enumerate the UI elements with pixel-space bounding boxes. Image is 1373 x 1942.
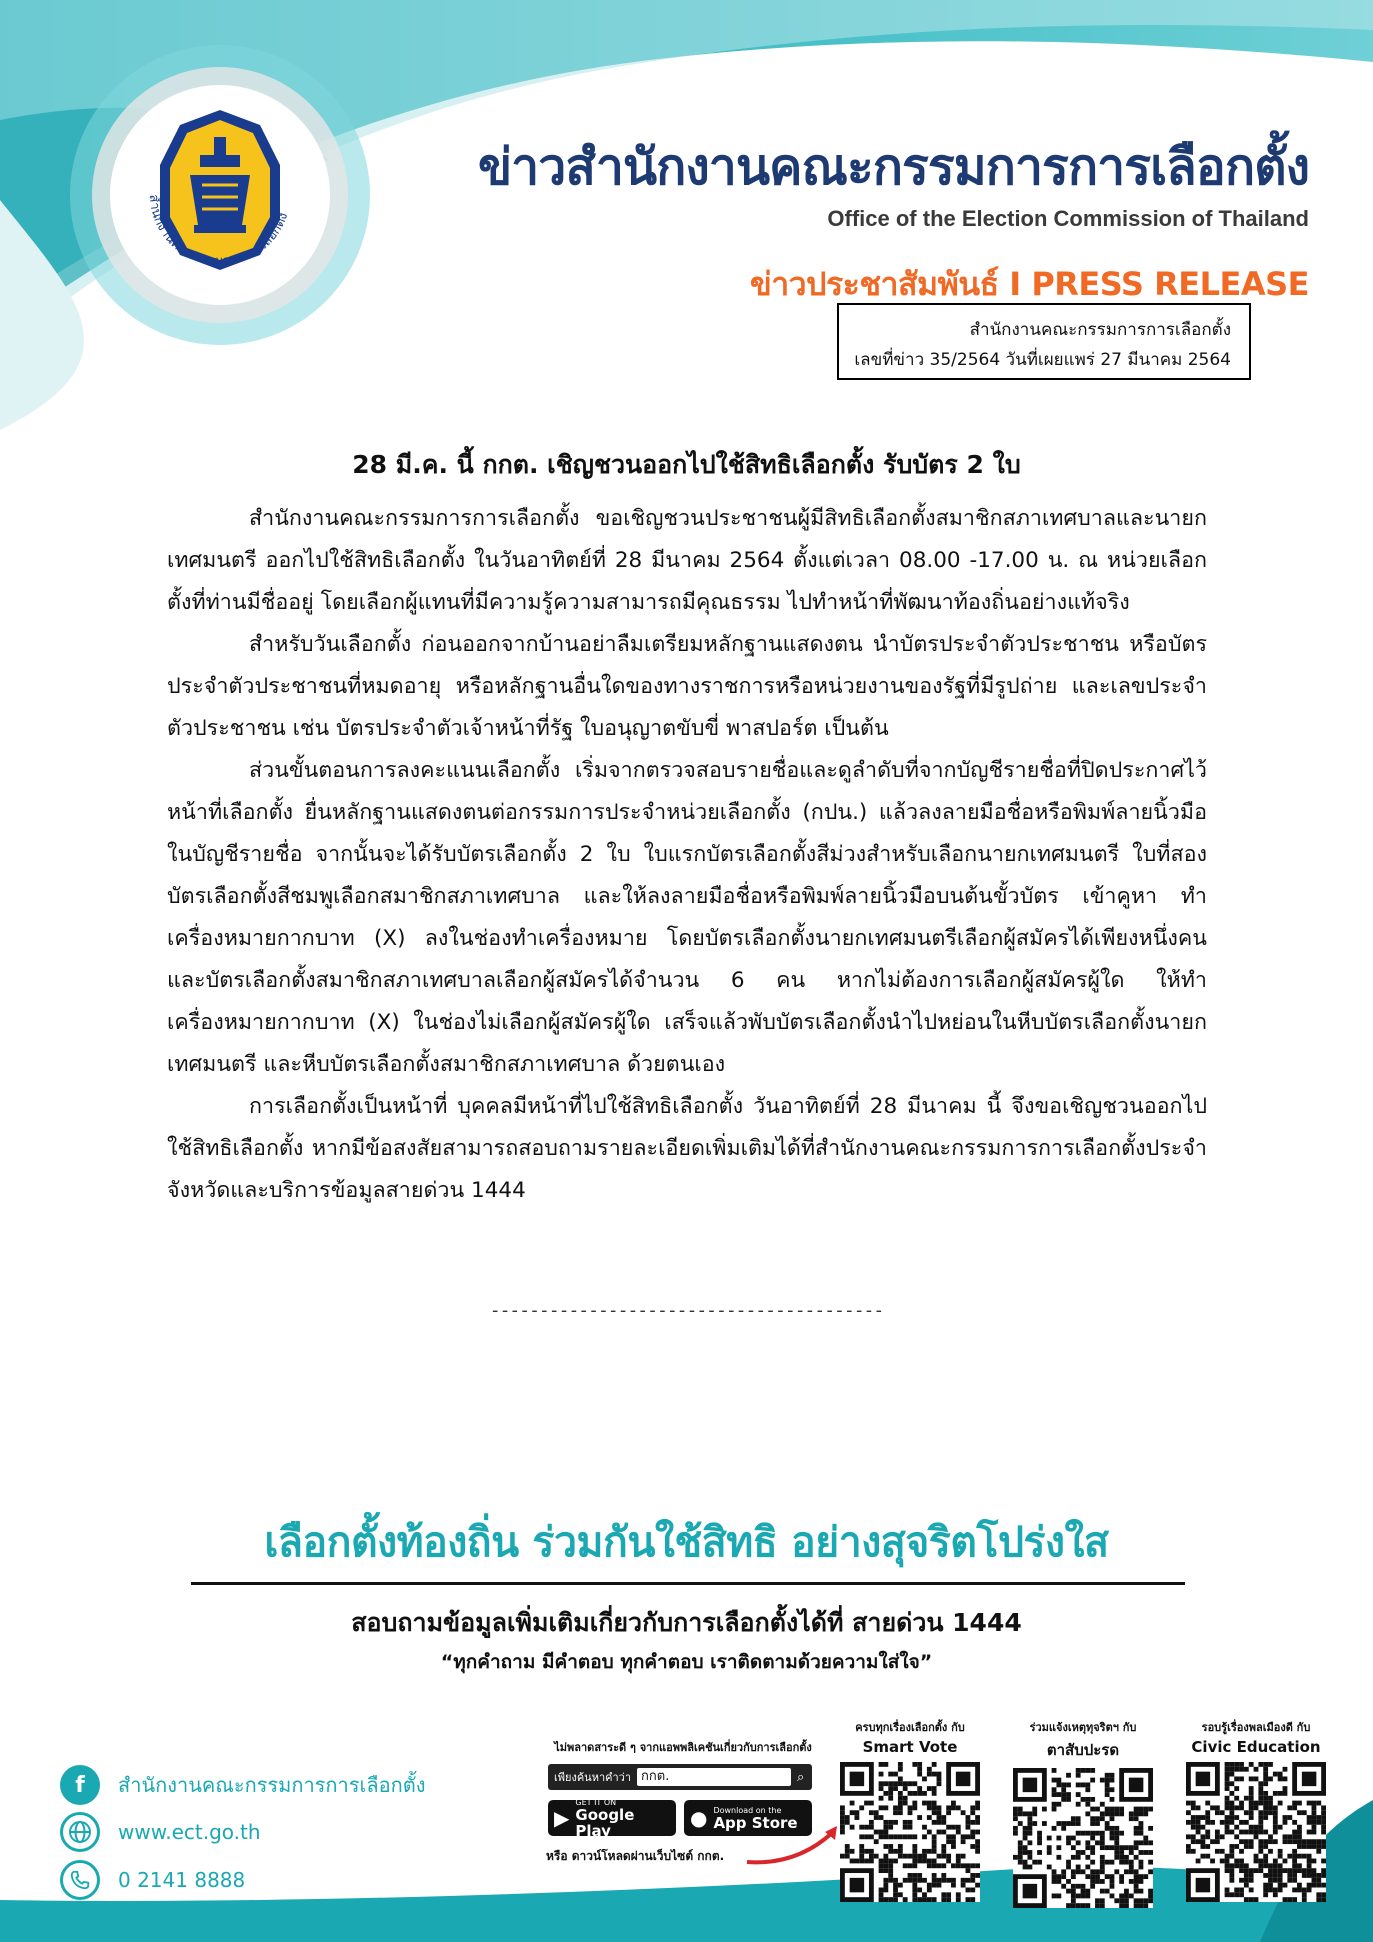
article-end-divider: ---------------------------------------- <box>489 1300 884 1321</box>
campaign-slogan: เลือกตั้งท้องถิ่น ร่วมกันใช้สิทธิ อย่างสุจริตโปร่งใส <box>264 1518 1109 1566</box>
facebook-icon: f <box>60 1765 100 1805</box>
org-name-thai: ข่าวสำนักงานคณะกรรมการการเลือกตั้ง <box>477 138 1309 196</box>
tagline-quote: “ทุกคำถาม มีคำตอบ ทุกคำตอบ เราติดตามด้วยความใส่ใจ” <box>440 1651 933 1673</box>
qr-caption: รอบรู้เรื่องพลเมืองดี กับ <box>1201 1721 1311 1734</box>
qr-caption: ครบทุกเรื่องเลือกตั้ง กับ <box>855 1721 965 1734</box>
article-paragraph: สำนักงานคณะกรรมการการเลือกตั้ง ขอเชิญชวนประชาชนผู้มีสิทธิเลือกตั้งสมาชิกสภาเทศบาลและนายกเทศมนตรี ออกไปใช้สิทธิเลือกตั้ง ในวันอาทิตย์ที่ 28 มีนาคม 2564 ตั้งแต่เวลา 08.00 -17.00 น. ณ หน่วยเลือกตั้งที่ท่านมีชื่ออยู่ โดยเลือกผู้แทนที่มีความรู้ความสามารถมีคุณธรรม ไปทำหน้าที่พัฒนาท้องถิ่นอย่างแท้จริง <box>167 506 1207 615</box>
contact-phone-text: 0 2141 8888 <box>118 1868 246 1892</box>
google-play-small: GET IT ON <box>575 1797 617 1807</box>
article-body <box>167 498 1207 1212</box>
qr-code-icon <box>840 1762 980 1902</box>
qr-app-name: Civic Education <box>1191 1738 1321 1756</box>
google-play-big: Google Play <box>575 1805 635 1840</box>
article-paragraph: สำหรับวันเลือกตั้ง ก่อนออกจากบ้านอย่าลืมเตรียมหลักฐานแสดงตน นำบัตรประจำตัวประชาชน หรือบัตรประจำตัวประชาชนที่หมดอายุ หรือหลักฐานอื่นใดของทางราชการหรือหน่วยงานของรัฐที่มีรูปถ่าย และเลขประจำตัวประชาชน เช่น บัตรประจำตัวเจ้าหน้าที่รัฐ ใบอนุญาตขับขี่ พาสปอร์ต เป็นต้น <box>167 632 1207 741</box>
app-store-small: Download on the <box>713 1805 782 1815</box>
press-release-label: ข่าวประชาสัมพันธ์ I PRESS RELEASE <box>749 265 1309 303</box>
download-note: หรือ ดาวน์โหลดผ่านเว็บไซต์ กกต. <box>546 1849 725 1863</box>
qr-ta-sapparod[interactable] <box>1008 1718 1158 1912</box>
qr-civic-education[interactable] <box>1181 1718 1331 1906</box>
qr-app-name: Smart Vote <box>862 1738 958 1756</box>
qr-caption: ร่วมแจ้งเหตุทุจริตฯ กับ <box>1029 1721 1137 1734</box>
qr-code-icon <box>1186 1762 1326 1902</box>
article-paragraph: ส่วนขั้นตอนการลงคะแนนเลือกตั้ง เริ่มจากตรวจสอบรายชื่อและดูลำดับที่จากบัญชีรายชื่อที่ปิดประกาศไว้หน้าที่เลือกตั้ง ยื่นหลักฐานแสดงตนต่อกรรมการประจำหน่วยเลือกตั้ง (กปน.) แล้วลงลายมือชื่อหรือพิมพ์ลายนิ้วมือในบัญชีรายชื่อ จากนั้นจะได้รับบัตรเลือกตั้ง 2 ใบ ใบแรกบัตรเลือกตั้งสีม่วงสำหรับเลือกนายกเทศมนตรี ใบที่สองบัตรเลือกตั้งสีชมพูเลือกสมาชิกสภาเทศบาล และให้ลงลายมือชื่อหรือพิมพ์ลายนิ้วมือบนต้นขั้วบัตร เข้าคูหา ทำเครื่องหมายกากบาท (X) ลงในช่องทำเครื่องหมาย โดยบัตรเลือกตั้งนายกเทศมนตรีเลือกผู้สมัครได้เพียงหนึ่งคน และบัตรเลือกตั้งสมาชิกสภาเทศบาลเลือกผู้สมัครได้จำนวน 6 คน หากไม่ต้องการเลือกผู้สมัครผู้ใด ให้ทำเครื่องหมายกากบาท (X) ในช่องไม่เลือกผู้สมัครผู้ใด เสร็จแล้วพับบัตรเลือกตั้งนำไปหย่อนในหีบบัตรเลือกตั้งนายกเทศมนตรี และหีบบัตรเลือกตั้งสมาชิกสภาเทศบาล ด้วยตนเอง <box>167 758 1207 1077</box>
app-search-bar <box>548 1764 812 1790</box>
org-name-english: Office of the Election Commission of Thailand <box>827 206 1309 231</box>
qr-app-name: ตาสับปะรด <box>1046 1741 1120 1759</box>
logo-ring-label: สำนักงานคณะกรรมการการเลือกตั้ง <box>145 193 292 270</box>
app-caption: ไม่พลาดสาระดี ๆ จากแอพพลิเคชันเกี่ยวกับการเลือกตั้ง <box>554 1741 812 1754</box>
google-play-button[interactable] <box>548 1797 676 1840</box>
press-box-org: สำนักงานคณะกรรมการการเลือกตั้ง <box>969 320 1231 340</box>
qr-code-icon <box>1013 1768 1153 1908</box>
contact-website[interactable] <box>60 1812 261 1852</box>
contact-website-text: www.ect.go.th <box>118 1820 261 1844</box>
press-box-number-date: เลขที่ข่าว 35/2564 วันที่เผยแพร่ 27 มีนาคม 2564 <box>854 350 1231 370</box>
app-store-big: App Store <box>713 1813 798 1832</box>
article-headline: 28 มี.ค. นี้ กกต. เชิญชวนออกไปใช้สิทธิเลือกตั้ง รับบัตร 2 ใบ <box>352 450 1021 479</box>
contact-phone[interactable] <box>60 1860 245 1900</box>
logo-ring-text <box>110 85 330 305</box>
phone-icon <box>60 1860 100 1900</box>
globe-icon <box>60 1812 100 1852</box>
press-info-box <box>837 303 1251 380</box>
qr-smart-vote[interactable] <box>835 1718 985 1906</box>
article-paragraph: การเลือกตั้งเป็นหน้าที่ บุคคลมีหน้าที่ไปใช้สิทธิเลือกตั้ง วันอาทิตย์ที่ 28 มีนาคม นี้ จึงขอเชิญชวนออกไปใช้สิทธิเลือกตั้ง หากมีข้อสงสัยสามารถสอบถามรายละเอียดเพิ่มเติมได้ที่สำนักงานคณะกรรมการการเลือกตั้งประจำจังหวัดและบริการข้อมูลสายด่วน 1444 <box>167 1094 1207 1203</box>
red-arrow-icon <box>745 1818 845 1868</box>
google-play-icon: ▶ <box>554 1806 570 1830</box>
svg-text:สำนักงานคณะกรรมการการเลือกตั้ง <box>146 194 292 269</box>
search-label: เพียงค้นหาคำว่า <box>554 1771 632 1784</box>
slogan-underline <box>191 1582 1185 1585</box>
contact-facebook[interactable] <box>60 1765 425 1805</box>
hotline-text: สอบถามข้อมูลเพิ่มเติมเกี่ยวกับการเลือกตั้งได้ที่ สายด่วน 1444 <box>351 1608 1022 1637</box>
contact-facebook-text: สำนักงานคณะกรรมการการเลือกตั้ง <box>118 1773 426 1797</box>
search-icon: ⌕ <box>797 1769 805 1785</box>
apple-icon: ● <box>690 1806 708 1830</box>
search-term: กกต. <box>637 1768 791 1786</box>
